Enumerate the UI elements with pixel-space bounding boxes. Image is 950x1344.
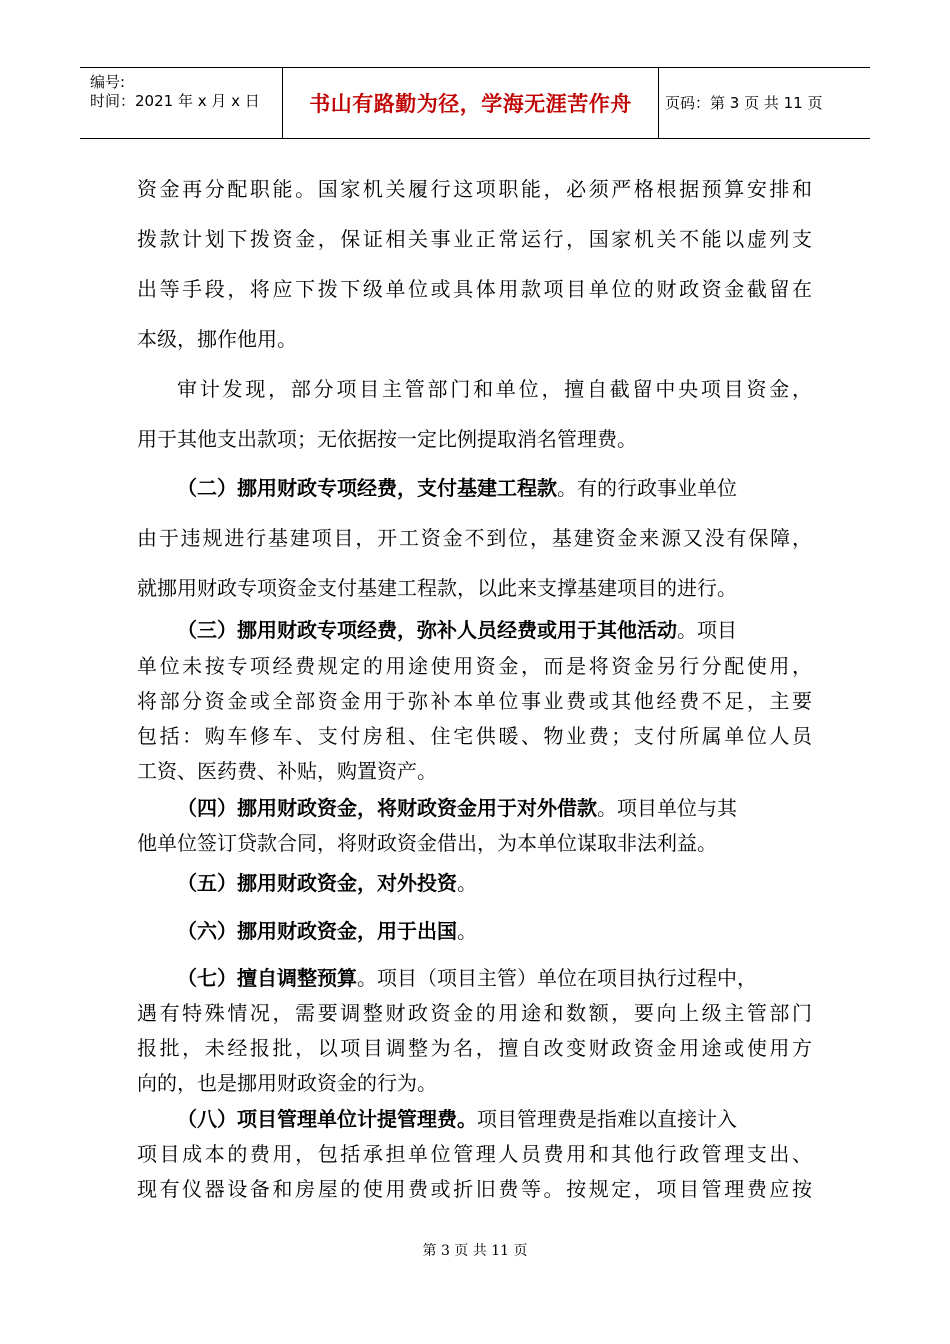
paragraph-first-line xyxy=(177,792,737,821)
paragraph-line: 遇有特殊情况，需要调整财政资金的用途和数额，要向上级主管部门 xyxy=(137,1001,812,1025)
paragraph-line: 现有仪器设备和房屋的使用费或折旧费等。按规定，项目管理费应按 xyxy=(137,1177,812,1201)
paragraph-line: 包括：购车修车、支付房租、住宅供暖、物业费；支付所属单位人员 xyxy=(137,724,812,748)
paragraph-first-line xyxy=(177,1103,737,1132)
paragraph-line: 资金再分配职能。国家机关履行这项职能，必须严格根据预算安排和 xyxy=(137,177,812,201)
number-label: 编号: xyxy=(90,73,126,91)
paragraph-text: 。项目（项目主管）单位在项目执行过程中， xyxy=(357,966,757,990)
paragraph-line: 出等手段，将应下拨下级单位或具体用款项目单位的财政资金截留在 xyxy=(137,277,812,301)
section-heading: （五）挪用财政资金，对外投资 xyxy=(177,871,457,895)
section-heading: （六）挪用财政资金，用于出国 xyxy=(177,919,457,943)
paragraph-text: 项目管理费是指难以直接计入 xyxy=(477,1107,737,1131)
paragraph-line: 工资、医药费、补贴，购置资产。 xyxy=(137,759,437,783)
section-heading: （四）挪用财政资金，将财政资金用于对外借款 xyxy=(177,796,597,820)
paragraph-line: 审计发现，部分项目主管部门和单位，擅自截留中央项目资金， xyxy=(177,377,812,401)
section-heading: （八）项目管理单位计提管理费。 xyxy=(177,1107,477,1131)
paragraph-text: 。项目 xyxy=(677,618,737,642)
paragraph-line: 项目成本的费用，包括承担单位管理人员费用和其他行政管理支出、 xyxy=(137,1142,812,1166)
paragraph-line: 拨款计划下拨资金，保证相关事业正常运行，国家机关不能以虚列支 xyxy=(137,227,812,251)
header-page-cell xyxy=(657,68,870,138)
section-line xyxy=(177,915,477,944)
paragraph-line: 用于其他支出款项；无依据按一定比例提取消名管理费。 xyxy=(137,427,637,451)
paragraph-text: 。 xyxy=(457,919,477,943)
paragraph-first-line xyxy=(177,962,757,991)
section-line xyxy=(177,867,477,896)
paragraph-line: 本级，挪作他用。 xyxy=(137,327,297,351)
paragraph-first-line xyxy=(177,614,737,643)
section-heading: （二）挪用财政专项经费，支付基建工程款 xyxy=(177,476,557,500)
paragraph-line: 向的，也是挪用财政资金的行为。 xyxy=(137,1071,437,1095)
section-heading: （三）挪用财政专项经费，弥补人员经费或用于其他活动 xyxy=(177,618,677,642)
paragraph-line: 就挪用财政专项资金支付基建工程款，以此来支撑基建项目的进行。 xyxy=(137,576,737,600)
paragraph-text: 。 xyxy=(457,871,477,895)
paragraph-line: 报批，未经报批，以项目调整为名，擅自改变财政资金用途或使用方 xyxy=(137,1036,812,1060)
paragraph-line: 单位未按专项经费规定的用途使用资金，而是将资金另行分配使用， xyxy=(137,654,812,678)
paragraph-first-line xyxy=(177,472,737,501)
paragraph-line: 由于违规进行基建项目，开工资金不到位，基建资金来源又没有保障， xyxy=(137,526,812,550)
header-motto-cell xyxy=(282,68,659,138)
page-footer: 第 3 页 共 11 页 xyxy=(422,1243,528,1259)
paragraph-line: 他单位签订贷款合同，将财政资金借出，为本单位谋取非法利益。 xyxy=(137,831,717,855)
header-meta-cell xyxy=(80,68,282,138)
paragraph-text: 。有的行政事业单位 xyxy=(557,476,737,500)
paragraph-line: 将部分资金或全部资金用于弥补本单位事业费或其他经费不足，主要 xyxy=(137,689,812,713)
date-label: 时间：2021 年 x 月 x 日 xyxy=(90,92,260,110)
section-heading: （七）擅自调整预算 xyxy=(177,966,357,990)
motto-text: 书山有路勤为径，学海无涯苦作舟 xyxy=(309,92,632,116)
paragraph-text: 。项目单位与其 xyxy=(597,796,737,820)
page-label: 页码：第 3 页 共 11 页 xyxy=(665,94,823,112)
header-table xyxy=(80,67,870,139)
